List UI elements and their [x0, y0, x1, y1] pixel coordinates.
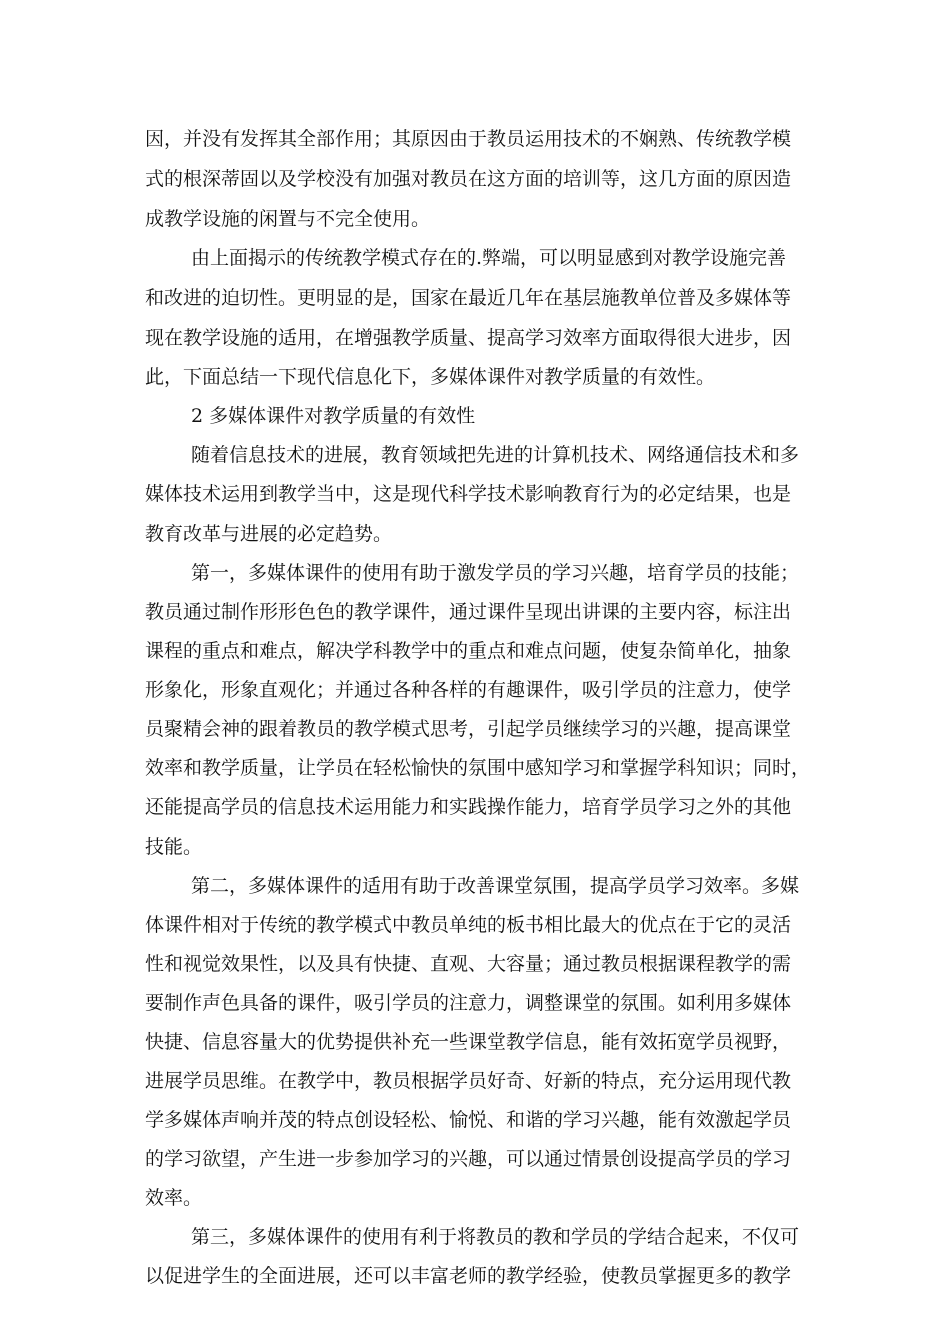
section-heading: 2 多媒体课件对教学质量的有效性	[191, 405, 476, 427]
paragraph-line: 因，并没有发挥其全部作用；其原因由于教员运用技术的不娴熟、传统教学模	[145, 128, 792, 150]
paragraph-line: 课程的重点和难点，解决学科教学中的重点和难点问题，使复杂简单化，抽象	[145, 640, 792, 662]
paragraph-line: 媒体技术运用到教学当中，这是现代科学技术影响教育行为的必定结果，也是	[145, 483, 792, 505]
paragraph-line: 效率和教学质量，让学员在轻松愉快的氛围中感知学习和掌握学科知识；同时，	[145, 757, 811, 779]
paragraph-line: 式的根深蒂固以及学校没有加强对教员在这方面的培训等，这几方面的原因造	[145, 168, 792, 190]
paragraph-line: 教员通过制作形形色色的教学课件，通过课件呈现出讲课的主要内容，标注出	[145, 601, 792, 623]
paragraph-line: 此，下面总结一下现代信息化下，多媒体课件对教学质量的有效性。	[145, 366, 716, 388]
paragraph-line: 第三，多媒体课件的使用有利于将教员的教和学员的学结合起来，不仅可	[191, 1226, 800, 1248]
paragraph-line: 第二，多媒体课件的适用有助于改善课堂氛围，提高学员学习效率。多媒	[191, 875, 800, 897]
paragraph-line: 随着信息技术的进展，教育领域把先进的计算机技术、网络通信技术和多	[191, 444, 800, 466]
paragraph-line: 要制作声色具备的课件，吸引学员的注意力，调整课堂的氛围。如利用多媒体	[145, 992, 792, 1014]
paragraph-line: 和改进的迫切性。更明显的是，国家在最近几年在基层施教单位普及多媒体等	[145, 287, 792, 309]
paragraph-line: 性和视觉效果性，以及具有快捷、直观、大容量；通过教员根据课程教学的需	[145, 953, 792, 975]
paragraph-line: 还能提高学员的信息技术运用能力和实践操作能力，培育学员学习之外的其他	[145, 796, 792, 818]
paragraph-line: 教育改革与进展的必定趋势。	[145, 523, 393, 545]
paragraph-line: 以促进学生的全面进展，还可以丰富老师的教学经验，使教员掌握更多的教学	[145, 1265, 792, 1287]
paragraph-line: 由上面揭示的传统教学模式存在的.弊端，可以明显感到对教学设施完善	[191, 247, 787, 269]
paragraph-line: 现在教学设施的适用，在增强教学质量、提高学习效率方面取得很大进步，因	[145, 327, 792, 349]
paragraph-line: 快捷、信息容量大的优势提供补充一些课堂教学信息，能有效拓宽学员视野，	[145, 1031, 792, 1053]
paragraph-line: 进展学员思维。在教学中，教员根据学员好奇、好新的特点，充分运用现代教	[145, 1070, 792, 1092]
paragraph-line: 形象化，形象直观化；并通过各种各样的有趣课件，吸引学员的注意力，使学	[145, 679, 792, 701]
paragraph-line: 技能。	[145, 836, 203, 858]
paragraph-line: 员聚精会神的跟着教员的教学模式思考，引起学员继续学习的兴趣，提高课堂	[145, 718, 792, 740]
paragraph-line: 效率。	[145, 1187, 203, 1209]
paragraph-line: 第一，多媒体课件的使用有助于激发学员的学习兴趣，培育学员的技能；	[191, 562, 800, 584]
paragraph-line: 体课件相对于传统的教学模式中教员单纯的板书相比最大的优点在于它的灵活	[145, 914, 792, 936]
paragraph-line: 学多媒体声响并茂的特点创设轻松、愉悦、和谐的学习兴趣，能有效激起学员	[145, 1109, 792, 1131]
paragraph-line: 成教学设施的闲置与不完全使用。	[145, 208, 431, 230]
paragraph-line: 的学习欲望，产生进一步参加学习的兴趣，可以通过情景创设提高学员的学习	[145, 1148, 792, 1170]
